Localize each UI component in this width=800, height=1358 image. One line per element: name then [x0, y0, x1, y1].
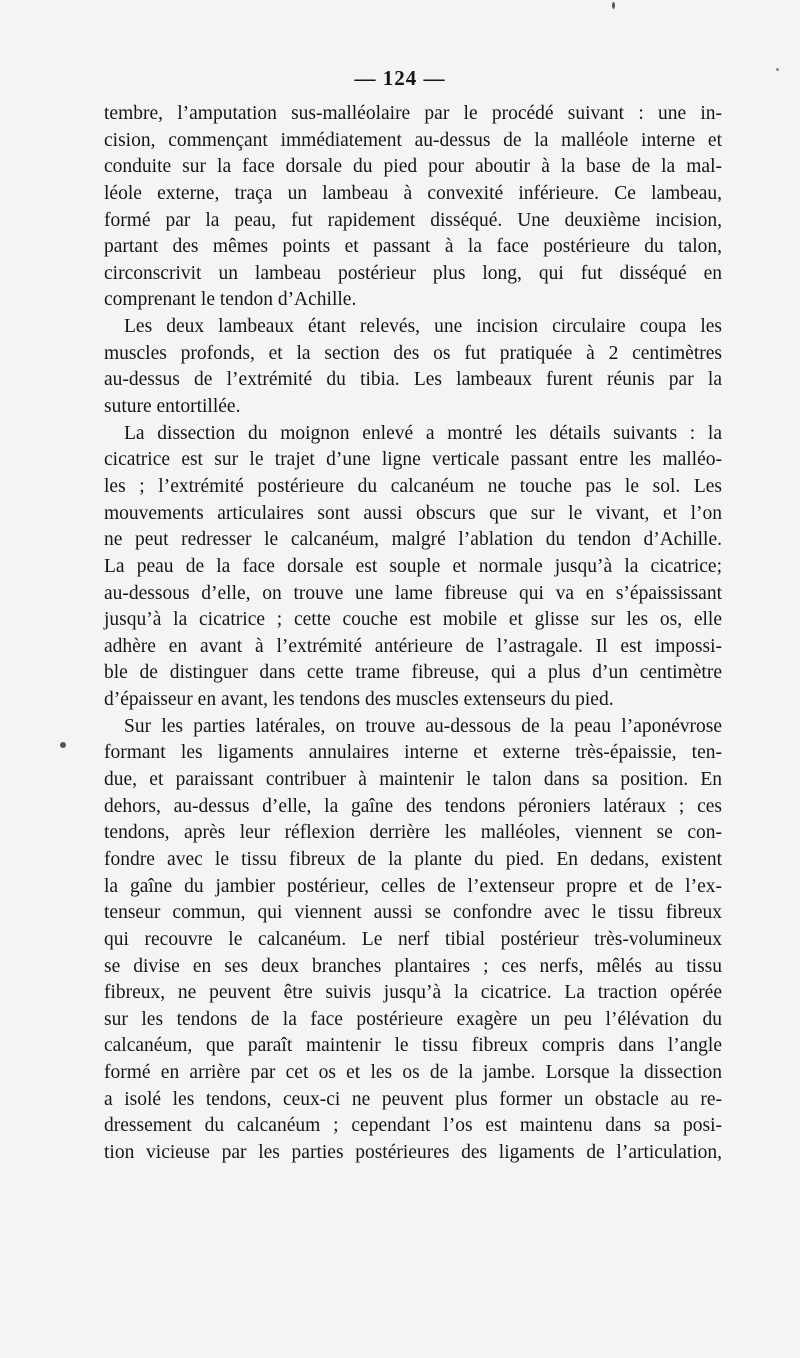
scan-speck: [776, 68, 779, 71]
text-line: fibreux, ne peuvent être suivis jusqu’à la cicatrice. La traction opérée: [104, 982, 722, 1004]
text-line: La dissection du moignon enlevé a montré les détails suivants : la: [124, 422, 722, 444]
text-line: adhère en avant à l’extrémité antérieure de l’astragale. Il est impossi-: [104, 635, 722, 657]
text-line: tion vicieuse par les parties postérieures des ligaments de l’articulation,: [104, 1141, 722, 1163]
text-line: muscles profonds, et la section des os fut pratiquée à 2 centimètres: [104, 342, 722, 364]
text-line: formé en arrière par cet os et les os de la jambe. Lorsque la dissection: [104, 1062, 722, 1084]
text-line: formant les ligaments annulaires interne et externe très-épaissie, ten-: [104, 742, 722, 764]
text-line: les ; l’extrémité postérieure du calcanéum ne touche pas le sol. Les: [104, 475, 722, 497]
text-line: partant des mêmes points et passant à la face postérieure du talon,: [104, 236, 722, 258]
text-line: La peau de la face dorsale est souple et normale jusqu’à la cicatrice;: [104, 555, 722, 577]
text-line: jusqu’à la cicatrice ; cette couche est mobile et glisse sur les os, elle: [104, 609, 722, 631]
paragraph-4: [104, 714, 722, 1167]
text-line: sur les tendons de la face postérieure exagère un peu l’élévation du: [104, 1008, 722, 1030]
scan-speck: [60, 742, 66, 748]
paragraph-2: [104, 314, 722, 421]
text-line: fondre avec le tissu fibreux de la plante du pied. En dedans, existent: [104, 848, 722, 870]
text-line: calcanéum, que paraît maintenir le tissu fibreux compris dans l’angle: [104, 1035, 722, 1057]
text-line: léole externe, traça un lambeau à convexité inférieure. Ce lambeau,: [104, 182, 722, 204]
body-text: [104, 101, 722, 1167]
text-line: cicatrice est sur le trajet d’une ligne verticale passant entre les malléo-: [104, 449, 722, 471]
text-line: comprenant le tendon d’Achille.: [104, 289, 357, 311]
text-line: se divise en ses deux branches plantaires ; ces nerfs, mêlés au tissu: [104, 955, 722, 977]
text-line: d’épaisseur en avant, les tendons des muscles extenseurs du pied.: [104, 689, 614, 711]
text-line: tendons, après leur réflexion derrière les malléoles, viennent se con-: [104, 822, 722, 844]
text-line: cision, commençant immédiatement au-dessus de la malléole interne et: [104, 129, 722, 151]
text-line: au-dessous d’elle, on trouve une lame fibreuse qui va en s’épaississant: [104, 582, 722, 604]
paragraph-3: [104, 421, 722, 714]
paragraph-1: [104, 101, 722, 314]
text-line: suture entortillée.: [104, 396, 241, 418]
text-line: au-dessus de l’extrémité du tibia. Les lambeaux furent réunis par la: [104, 369, 722, 391]
text-line: dehors, au-dessus d’elle, la gaîne des tendons péroniers latéraux ; ces: [104, 795, 722, 817]
text-line: due, et paraissant contribuer à maintenir le talon dans sa position. En: [104, 769, 722, 791]
page-number: — 124 —: [354, 66, 446, 90]
text-line: ne peut redresser le calcanéum, malgré l’ablation du tendon d’Achille.: [104, 529, 722, 551]
text-line: mouvements articulaires sont aussi obscurs que sur le vivant, et l’on: [104, 502, 722, 524]
text-line: Sur les parties latérales, on trouve au-dessous de la peau l’aponévrose: [124, 715, 722, 737]
text-line: conduite sur la face dorsale du pied pour aboutir à la base de la mal-: [104, 156, 722, 178]
text-line: qui recouvre le calcanéum. Le nerf tibial postérieur très-volumineux: [104, 928, 722, 950]
scan-speck: [612, 2, 615, 9]
text-line: tembre, l’amputation sus-malléolaire par le procédé suivant : une in-: [104, 103, 722, 124]
text-line: a isolé les tendons, ceux-ci ne peuvent plus former un obstacle au re-: [104, 1088, 722, 1110]
text-line: dressement du calcanéum ; cependant l’os est maintenu dans sa posi-: [104, 1115, 722, 1137]
text-line: ble de distinguer dans cette trame fibreuse, qui a plus d’un centimètre: [104, 662, 722, 684]
text-line: Les deux lambeaux étant relevés, une incision circulaire coupa les: [124, 316, 722, 338]
text-line: circonscrivit un lambeau postérieur plus long, qui fut disséqué en: [104, 262, 722, 284]
text-line: tenseur commun, qui viennent aussi se confondre avec le tissu fibreux: [104, 902, 722, 924]
text-line: la gaîne du jambier postérieur, celles de l’extenseur propre et de l’ex-: [104, 875, 722, 897]
text-line: formé par la peau, fut rapidement disséqué. Une deuxième incision,: [104, 209, 722, 231]
